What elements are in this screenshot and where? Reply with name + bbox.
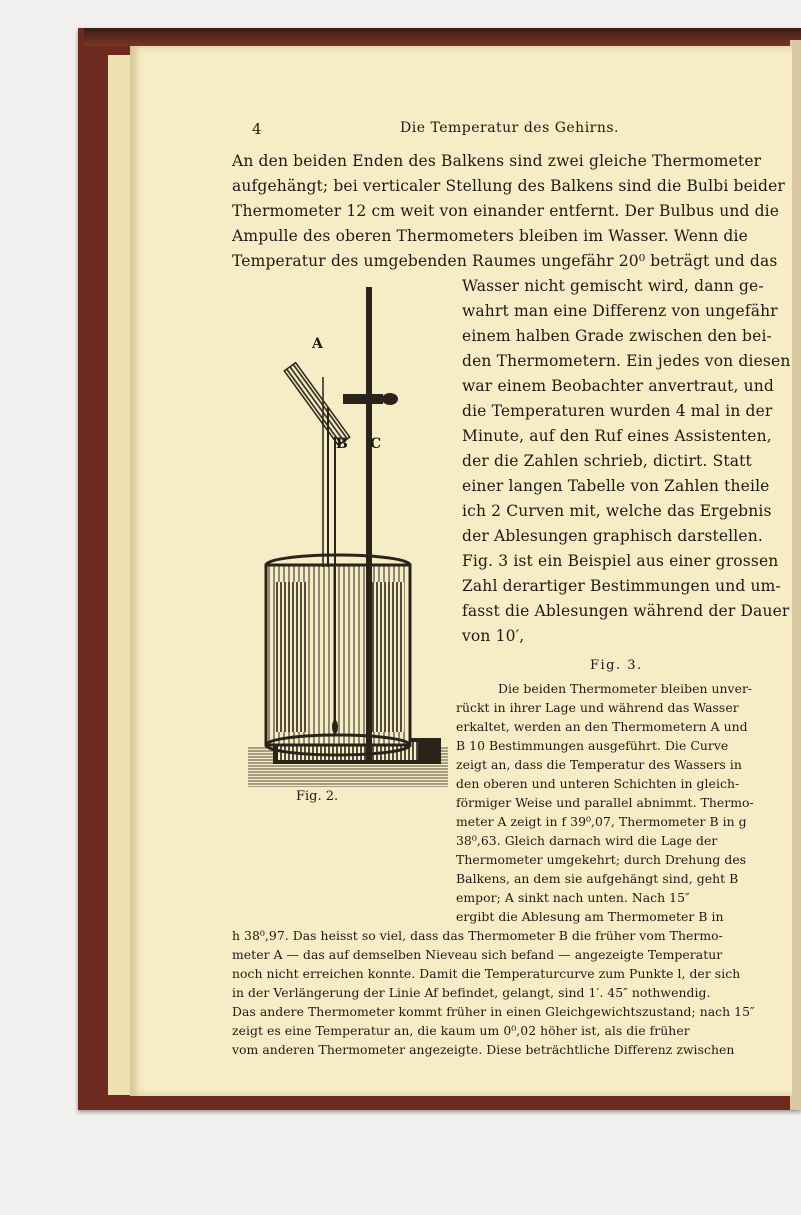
page-number: 4 xyxy=(252,120,262,138)
caption-line: vom anderen Thermometer angezeigte. Diese beträchtliche Differenz zwischen xyxy=(232,1042,735,1057)
caption-line: förmiger Weise und parallel abnimmt. Thermo- xyxy=(456,795,754,810)
caption-line: ergibt die Ablesung am Thermometer B in xyxy=(456,909,724,924)
stand-rod xyxy=(366,287,372,762)
caption-line: meter A — das auf demselben Nieveau sich befand — angezeigte Temperatur xyxy=(232,947,723,962)
body-line: Temperatur des umgebenden Raumes ungefähr 20⁰ beträgt und das xyxy=(232,252,778,270)
body-line: den Thermometern. Ein jedes von diesen xyxy=(462,352,791,370)
running-title: Die Temperatur des Gehirns. xyxy=(400,120,620,136)
fig3-caption-title: Fig. 3. xyxy=(590,658,643,673)
vessel-shading-right xyxy=(370,582,404,732)
thermometer-bulb xyxy=(332,720,338,734)
clamp-screw xyxy=(382,393,398,405)
body-line: Wasser nicht gemischt wird, dann ge- xyxy=(462,277,764,295)
body-line: Fig. 3 ist ein Beispiel aus einer grossen xyxy=(462,552,779,570)
caption-line: zeigt an, dass die Temperatur des Wassers in xyxy=(456,757,742,772)
body-line: wahrt man eine Differenz von ungefähr xyxy=(462,302,778,320)
label-b: B xyxy=(336,436,348,452)
gutter-strip xyxy=(108,55,131,1095)
caption-line: erkaltet, werden an den Thermometern A und xyxy=(456,719,748,734)
caption-line: Das andere Thermometer kommt früher in einen Gleichgewichtszustand; nach 15″ xyxy=(232,1004,755,1019)
caption-line: h 38⁰,97. Das heisst so viel, dass das Thermometer B die früher vom Thermo- xyxy=(232,928,723,943)
body-line: von 10′, xyxy=(462,627,525,645)
body-line: ich 2 Curven mit, welche das Ergebnis xyxy=(462,502,772,520)
body-line: Minute, auf den Ruf eines Assistenten, xyxy=(462,427,772,445)
body-line: der die Zahlen schrieb, dictirt. Statt xyxy=(462,452,752,470)
caption-line: Die beiden Thermometer bleiben unver- xyxy=(498,681,753,696)
fig2-apparatus-illustration xyxy=(248,282,448,822)
body-line: An den beiden Enden des Balkens sind zwei gleiche Thermometer xyxy=(232,152,762,170)
caption-line: empor; A sinkt nach unten. Nach 15″ xyxy=(456,890,690,905)
caption-line: rückt in ihrer Lage und während das Wasser xyxy=(456,700,739,715)
vessel-shading-left xyxy=(276,582,306,732)
body-line: einem halben Grade zwischen den bei- xyxy=(462,327,772,345)
body-line: einer langen Tabelle von Zahlen theile xyxy=(462,477,770,495)
caption-line: noch nicht erreichen konnte. Damit die Temperaturcurve zum Punkte l, der sich xyxy=(232,966,741,981)
caption-line: B 10 Bestimmungen ausgeführt. Die Curve xyxy=(456,738,729,753)
body-line: Thermometer 12 cm weit von einander entfernt. Der Bulbus und die xyxy=(232,202,780,220)
body-line: Zahl derartiger Bestimmungen und um- xyxy=(462,577,781,595)
body-line: war einem Beobachter anvertraut, und xyxy=(462,377,775,395)
label-c: C xyxy=(370,436,382,452)
clamp xyxy=(343,394,383,404)
body-line: der Ablesungen graphisch darstellen. xyxy=(462,527,763,545)
fig2-caption: Fig. 2. xyxy=(296,789,339,804)
caption-line: zeigt es eine Temperatur an, die kaum um 0⁰,02 höher ist, als die früher xyxy=(232,1023,690,1038)
caption-line: in der Verlängerung der Linie Af befindet, gelangt, sind 1′. 45″ nothwendig. xyxy=(232,985,711,1000)
balance-beam xyxy=(284,363,349,446)
caption-line: Thermometer umgekehrt; durch Drehung des xyxy=(456,852,747,867)
body-line: fasst die Ablesungen während der Dauer xyxy=(462,602,790,620)
body-line: die Temperaturen wurden 4 mal in der xyxy=(462,402,773,420)
caption-line: meter A zeigt in f 39⁰,07, Thermometer B in g xyxy=(456,814,747,829)
caption-line: den oberen und unteren Schichten in gleich- xyxy=(456,776,740,791)
body-line: aufgehängt; bei verticaler Stellung des Balkens sind die Bulbi beider xyxy=(232,177,785,195)
book-top-edge xyxy=(84,28,801,46)
body-line: Ampulle des oberen Thermometers bleiben im Wasser. Wenn die xyxy=(232,227,748,245)
caption-line: Balkens, an dem sie aufgehängt sind, geht B xyxy=(456,871,739,886)
label-a: A xyxy=(312,336,323,352)
caption-line: 38⁰,63. Gleich darnach wird die Lage der xyxy=(456,833,718,848)
